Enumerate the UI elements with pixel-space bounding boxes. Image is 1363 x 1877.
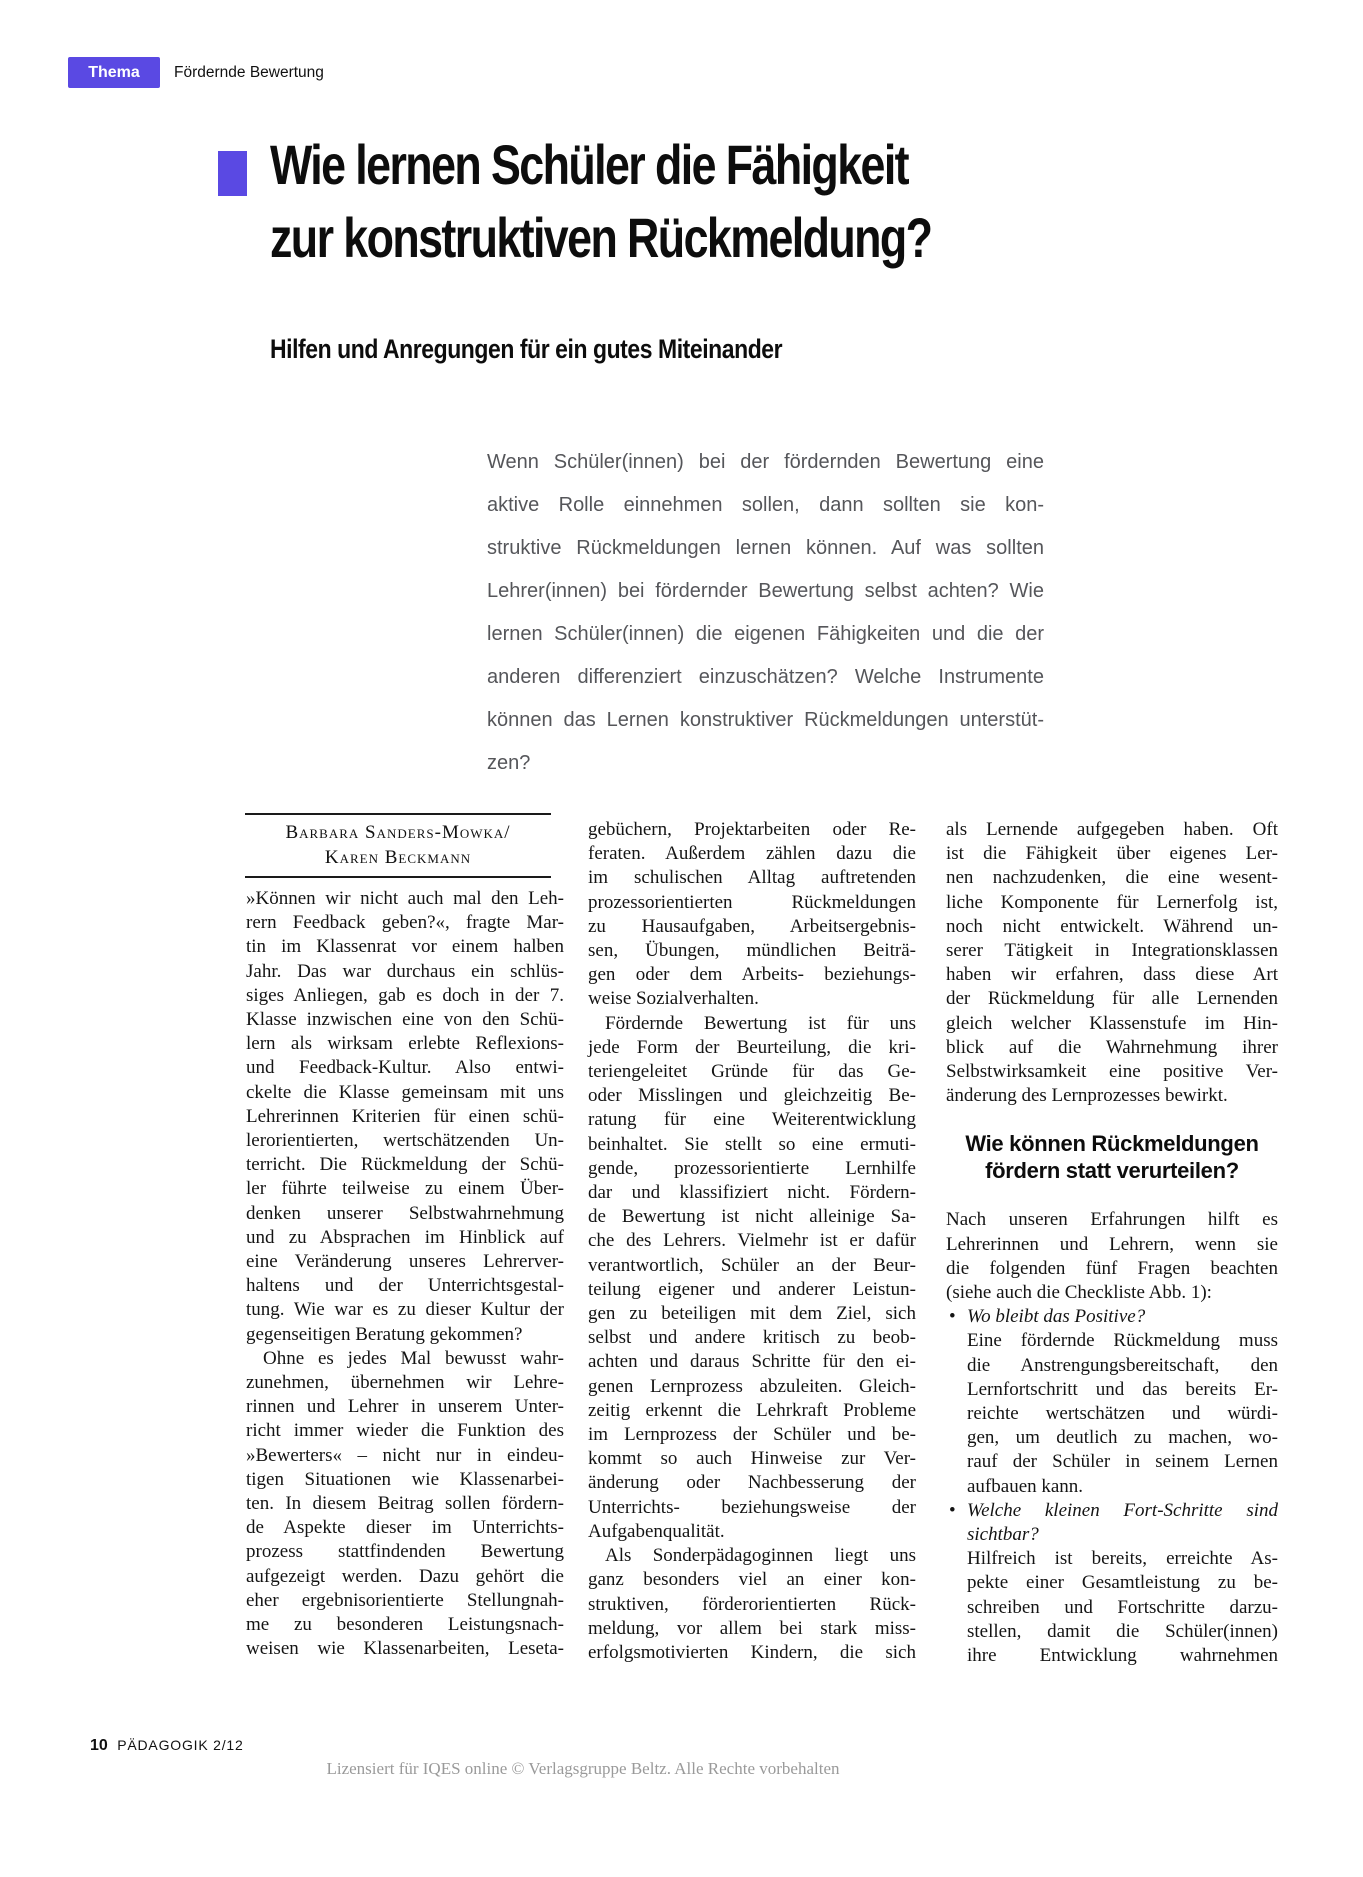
kicker	[68, 57, 324, 88]
text-line: tigen Situationen wie Klassenarbei-	[246, 1468, 564, 1490]
text-line: dar und klassifiziert nicht. Fördern-	[588, 1182, 916, 1204]
text-line: pekte einer Gesamtleistung zu be-	[967, 1572, 1278, 1594]
text-line: weisen wie Klassenarbeiten, Leseta-	[246, 1638, 564, 1660]
text-line: aufgezeigt werden. Dazu gehört die	[246, 1565, 564, 1587]
title-line-2: zur konstruktiven Rückmeldung?	[270, 206, 932, 269]
text-line: blick auf die Wahrnehmung ihrer	[946, 1036, 1278, 1058]
text-line: gebüchern, Projektarbeiten oder Re-	[588, 819, 916, 840]
author-name-2: Karen Beckmann	[324, 847, 472, 868]
text-line: lerorientierten, wertschätzenden Un-	[246, 1130, 564, 1152]
text-line: lern als wirksam erlebte Reflexions-	[246, 1033, 564, 1055]
title-line-1: Wie lernen Schüler die Fähigkeit	[270, 133, 908, 196]
text-line: stellen, damit die Schüler(innen)	[967, 1620, 1278, 1642]
text-line: sen, Übungen, mündlichen Beiträ-	[588, 940, 916, 962]
bullet-icon: •	[949, 1499, 956, 1521]
text-line: zeitig erkennt die Lehrkraft Probleme	[588, 1399, 916, 1421]
text-line: gen, um deutlich zu machen, wo-	[967, 1427, 1278, 1449]
text-line: sichtbar?	[967, 1524, 1039, 1546]
text-line: Unterrichts- beziehungsweise der	[588, 1496, 916, 1518]
section-heading	[946, 1130, 1278, 1184]
text-line: aktive Rolle einnehmen sollen, dann sollten sie kon-	[487, 494, 1044, 516]
text-line: zunehmen, übernehmen wir Lehre-	[246, 1372, 564, 1394]
paragraph	[588, 818, 916, 1012]
paragraph	[588, 1544, 916, 1665]
text-line: prozess stattfindenden Bewertung	[246, 1541, 564, 1563]
text-line: gen zu beteiligen mit dem Ziel, sich	[588, 1303, 916, 1325]
text-line: rauf der Schüler in seinem Lernen	[967, 1451, 1278, 1473]
paragraph	[946, 818, 1278, 1108]
paragraph	[946, 1208, 1278, 1305]
text-line: zu Hausaufgaben, Arbeitsergebnis-	[588, 915, 916, 937]
text-line: rern Feedback geben?«, fragte Mar-	[246, 912, 564, 934]
author-name-1: Barbara Sanders-Mowka/	[285, 822, 511, 843]
text-line: beinhaltet. Sie stellt so eine ermuti-	[588, 1133, 916, 1155]
text-line: die folgenden fünf Fragen beachten	[946, 1257, 1278, 1279]
license-line: Lizensiert für IQES online © Verlagsgruppe Beltz. Alle Rechte vorbehalten	[326, 1759, 840, 1778]
text-line: als Lernende aufgegeben haben. Oft	[946, 819, 1278, 840]
text-line: zen?	[487, 752, 531, 774]
text-line: ckelte die Klasse gemeinsam mit uns	[246, 1081, 564, 1103]
text-line: ist die Fähigkeit über eigenes Ler-	[946, 843, 1278, 865]
page-footer	[90, 1737, 244, 1755]
text-line: genen Lernprozess abzuleiten. Gleich-	[588, 1375, 916, 1397]
text-line: erfolgsmotivierten Kindern, die sich	[588, 1641, 916, 1663]
text-line: Als Sonderpädagoginnen liegt uns	[605, 1545, 916, 1567]
text-line: schreiben und Fortschritte darzu-	[967, 1596, 1278, 1618]
text-line: ten. In diesem Beitrag sollen fördern-	[246, 1493, 564, 1515]
text-line: me zu besonderen Leistungsnach-	[246, 1614, 564, 1636]
text-line: haben wir erfahren, dass diese Art	[946, 964, 1278, 986]
text-line: »Können wir nicht auch mal den Leh-	[246, 888, 564, 909]
text-line: ganz besonders viel an einer kon-	[588, 1569, 916, 1591]
text-line: ihre Entwicklung wahrnehmen	[967, 1645, 1278, 1667]
text-line: Jahr. Das war durchaus ein schlüs-	[246, 960, 564, 982]
text-line: verantwortlich, Schüler an der Beur-	[588, 1254, 916, 1276]
text-line: Wo bleibt das Positive?	[967, 1306, 1146, 1328]
text-line: Lernfortschritt und das bereits Er-	[967, 1378, 1278, 1400]
bullet-item	[946, 1305, 1278, 1499]
text-line: richt immer wieder die Funktion des	[246, 1420, 564, 1442]
text-line: Eine fördernde Rückmeldung muss	[967, 1330, 1278, 1352]
author-block	[245, 813, 551, 878]
text-line: noch nicht entwickelt. Während un-	[946, 915, 1278, 937]
text-line: terricht. Die Rückmeldung der Schü-	[246, 1154, 564, 1176]
text-line: ratung für eine Weiterentwicklung	[588, 1109, 916, 1131]
text-line: Fördernde Bewertung ist für uns	[605, 1012, 916, 1034]
text-line: aufbauen kann.	[967, 1475, 1084, 1497]
text-line: Lehrerinnen und Lehrern, wenn sie	[946, 1233, 1278, 1255]
text-line: kommt so auch Hinweise zur Ver-	[588, 1448, 916, 1470]
paragraph	[246, 1347, 564, 1662]
text-line: eher ergebnisorientierte Stellungnah-	[246, 1589, 564, 1611]
text-line: struktive Rückmeldungen lernen können. Auf was sollten	[487, 537, 1044, 559]
text-line: serer Tätigkeit in Integrationsklassen	[946, 940, 1278, 962]
article-column-1	[246, 887, 564, 1662]
text-line: können das Lernen konstruktiver Rückmeldungen unterstüt-	[487, 709, 1044, 731]
text-line: änderung oder Nachbesserung der	[588, 1472, 916, 1494]
text-line: prozessorientierten Rückmeldungen	[588, 891, 916, 913]
text-line: Wenn Schüler(innen) bei der fördernden Bewertung eine	[487, 451, 1044, 473]
article-subtitle: Hilfen und Anregungen für ein gutes Miteinander	[270, 334, 783, 364]
section-heading-line: Wie können Rückmeldungen	[965, 1131, 1259, 1157]
text-line: oder Misslingen und gleichzeitig Be-	[588, 1085, 916, 1107]
text-line: meldung, vor allem bei stark miss-	[588, 1617, 916, 1639]
text-line: Welche kleinen Fort-Schritte sind	[967, 1499, 1278, 1521]
text-line: tung. Wie war es zu dieser Kultur der	[246, 1299, 564, 1321]
text-line: Hilfreich ist bereits, erreichte As-	[967, 1548, 1278, 1570]
text-line: Klasse inzwischen eine von den Schü-	[246, 1009, 564, 1031]
text-line: Ohne es jedes Mal bewusst wahr-	[263, 1347, 564, 1369]
text-line: »Bewerters« – nicht nur in eindeu-	[246, 1444, 564, 1466]
text-line: struktiven, förderorientierten Rück-	[588, 1593, 916, 1615]
text-line: (siehe auch die Checkliste Abb. 1):	[946, 1282, 1212, 1304]
text-line: nen nachzudenken, die eine wesent-	[946, 867, 1278, 889]
text-line: achten und daraus Schritte für den ei-	[588, 1351, 916, 1373]
article-column-3	[946, 818, 1278, 1668]
text-line: feraten. Außerdem zählen dazu die	[588, 843, 916, 865]
text-line: Aufgabenqualität.	[588, 1520, 725, 1542]
title-square-icon	[218, 151, 247, 196]
text-line: de Bewertung ist nicht alleinige Sa-	[588, 1206, 916, 1228]
article-column-2	[588, 818, 916, 1665]
thema-badge: Thema	[68, 57, 160, 88]
text-line: de Aspekte dieser im Unterrichts-	[246, 1517, 564, 1539]
text-line: teriengeleitet Gründe für das Ge-	[588, 1061, 916, 1083]
paragraph	[588, 1012, 916, 1544]
text-line: gen oder dem Arbeits- beziehungs-	[588, 964, 916, 986]
text-line: anderen differenziert einzuschätzen? Welche Instrumente	[487, 666, 1044, 688]
text-line: teilung eigener und anderer Leistun-	[588, 1278, 916, 1300]
kicker-label: Fördernde Bewertung	[174, 63, 324, 81]
text-line: Selbstwirksamkeit eine positive Ver-	[946, 1061, 1278, 1083]
page-number: 10	[90, 1737, 108, 1754]
text-line: lernen Schüler(innen) die eigenen Fähigkeiten und die der	[487, 623, 1044, 645]
text-line: jede Form der Beurteilung, die kri-	[588, 1036, 916, 1058]
text-line: gegenseitigen Beratung gekommen?	[246, 1323, 523, 1345]
article-title	[270, 128, 1097, 274]
text-line: gende, prozessorientierte Lernhilfe	[588, 1157, 916, 1179]
text-line: Nach unseren Erfahrungen hilft es	[946, 1209, 1278, 1231]
text-line: selbst und andere kritisch zu beob-	[588, 1327, 916, 1349]
section-heading-line: fördern statt verurteilen?	[985, 1158, 1239, 1184]
text-line: eine Veränderung unseres Lehrerver-	[246, 1251, 564, 1273]
text-line: haltens und der Unterrichtsgestal-	[246, 1275, 564, 1297]
text-line: denken unserer Selbstwahrnehmung	[246, 1202, 564, 1224]
text-line: änderung des Lernprozesses bewirkt.	[946, 1085, 1228, 1107]
text-line: und zu Absprachen im Hinblick auf	[246, 1226, 564, 1248]
paragraph	[246, 887, 564, 1347]
intro-paragraph	[487, 441, 1044, 785]
text-line: die Anstrengungsbereitschaft, den	[967, 1354, 1278, 1376]
text-line: che des Lehrers. Vielmehr ist er dafür	[588, 1230, 916, 1252]
text-line: reichte wertschätzen und würdi-	[967, 1403, 1278, 1425]
text-line: ler führte teilweise zu einem Über-	[246, 1178, 564, 1200]
bullet-item	[946, 1499, 1278, 1668]
text-line: Lehrerinnen Kriterien für einen schü-	[246, 1105, 564, 1127]
text-line: im Lernprozess der Schüler und be-	[588, 1424, 916, 1446]
text-line: rinnen und Lehrer in unserem Unter-	[246, 1396, 564, 1418]
text-line: weise Sozialverhalten.	[588, 988, 759, 1010]
bullet-icon: •	[949, 1306, 956, 1328]
text-line: siges Anliegen, gab es doch in der 7.	[246, 984, 564, 1006]
text-line: tin im Klassenrat vor einem halben	[246, 936, 564, 958]
text-line: liche Komponente für Lernerfolg ist,	[946, 891, 1278, 913]
text-line: der Rückmeldung für alle Lernenden	[946, 988, 1278, 1010]
text-line: im schulischen Alltag auftretenden	[588, 867, 916, 889]
text-line: Lehrer(innen) bei fördernder Bewertung selbst achten? Wie	[487, 580, 1044, 602]
journal-name: PÄDAGOGIK 2/12	[117, 1737, 244, 1753]
text-line: gleich welcher Klassenstufe im Hin-	[946, 1012, 1278, 1034]
text-line: und Feedback-Kultur. Also entwi-	[246, 1057, 564, 1079]
